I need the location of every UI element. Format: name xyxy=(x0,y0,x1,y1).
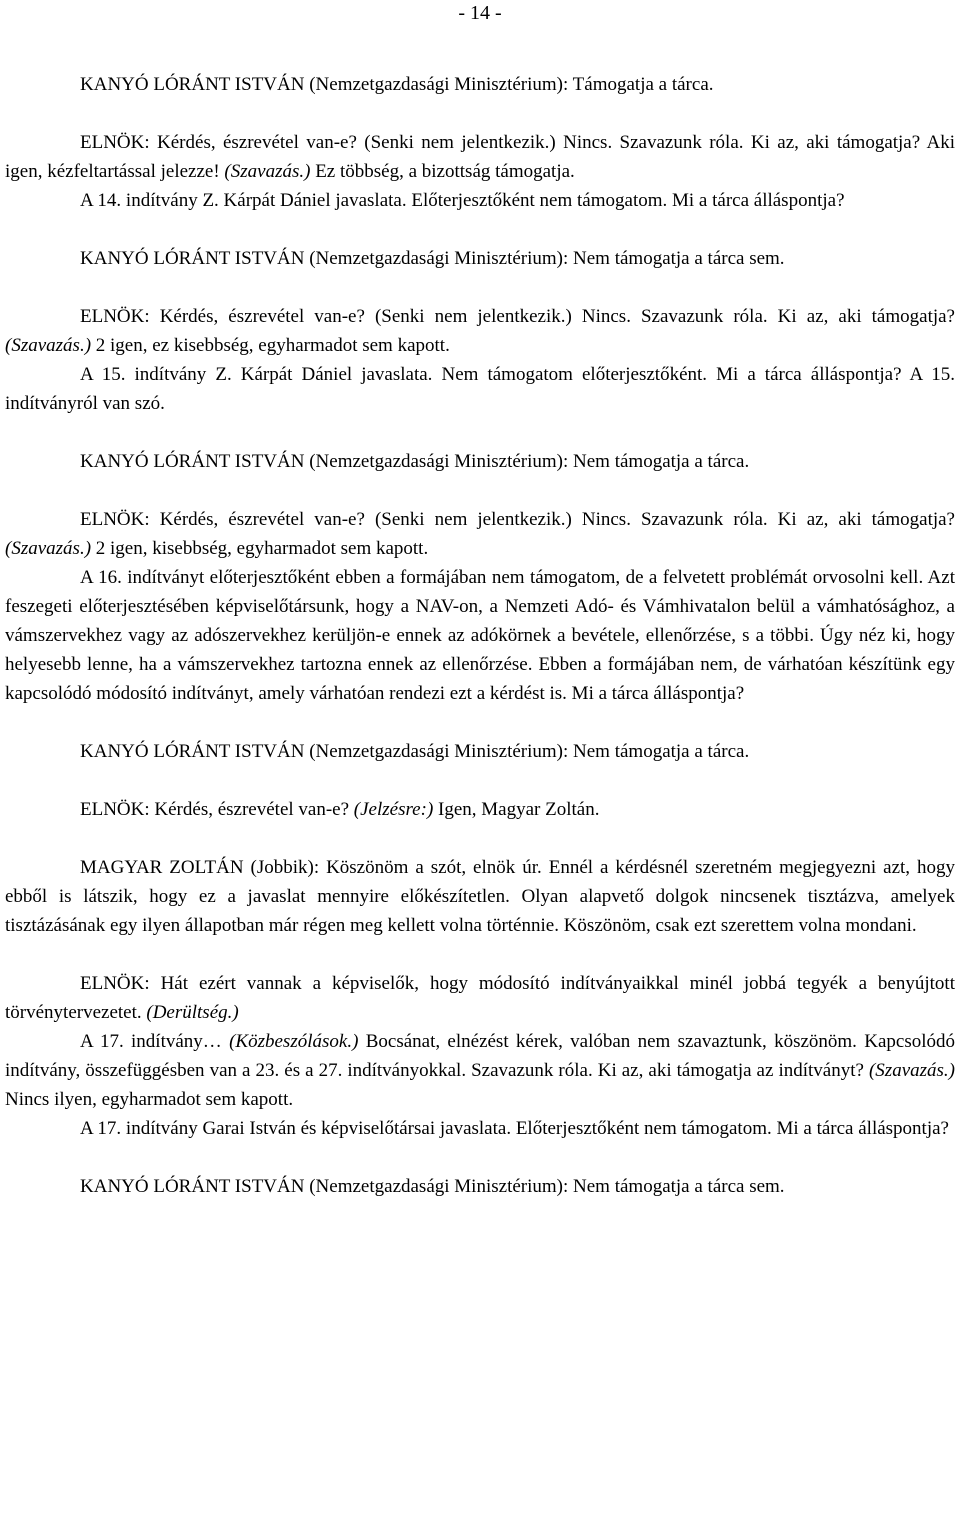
text-segment: ELNÖK: Kérdés, észrevétel van-e? (Senki nem jelentkezik.) Nincs. Szavazunk róla. Ki az, aki támogatja? Aki igen, kézfeltartással jelezze! xyxy=(5,132,955,182)
paragraph-spacer xyxy=(5,940,955,969)
text-segment: KANYÓ LÓRÁNT ISTVÁN (Nemzetgazdasági Minisztérium): Nem támogatja a tárca sem. xyxy=(80,1176,785,1197)
page-number: - 14 - xyxy=(458,2,502,24)
paragraph-spacer xyxy=(5,215,955,244)
document-body xyxy=(5,70,955,1201)
text-segment: KANYÓ LÓRÁNT ISTVÁN (Nemzetgazdasági Minisztérium): Támogatja a tárca. xyxy=(80,74,714,95)
paragraph-spacer xyxy=(5,1143,955,1172)
text-segment: MAGYAR ZOLTÁN (Jobbik): Köszönöm a szót, elnök úr. Ennél a kérdésnél szeretném megjegyezni azt, hogy ebből is látszik, hogy ez a javaslat mennyire előkészítetlen. Olyan alapvető dolgok nincsenek tisztázva, amelyek tisztázásának egy ilyen állapotban már régen meg kellett volna történnie. Köszönöm, csak ezt szerettem volna mondani. xyxy=(5,857,955,936)
text-segment: A 14. indítvány Z. Kárpát Dániel javaslata. Előterjesztőként nem támogatom. Mi a tárca álláspontja? xyxy=(80,190,845,211)
paragraph xyxy=(5,128,955,186)
paragraph-spacer xyxy=(5,766,955,795)
italic-remark: (Közbeszólások.) xyxy=(229,1031,359,1052)
paragraph-spacer xyxy=(5,418,955,447)
text-segment: A 15. indítvány Z. Kárpát Dániel javaslata. Nem támogatom előterjesztőként. Mi a tárca álláspontja? A 15. indítványról van szó. xyxy=(5,364,955,414)
text-segment: KANYÓ LÓRÁNT ISTVÁN (Nemzetgazdasági Minisztérium): Nem támogatja a tárca. xyxy=(80,451,750,472)
text-segment: ELNÖK: Kérdés, észrevétel van-e? (Senki nem jelentkezik.) Nincs. Szavazunk róla. Ki az, aki támogatja? xyxy=(80,306,955,327)
italic-remark: (Szavazás.) xyxy=(5,538,92,559)
paragraph xyxy=(5,70,955,99)
text-segment: ELNÖK: Kérdés, észrevétel van-e? xyxy=(80,799,354,820)
paragraph xyxy=(5,737,955,766)
paragraph xyxy=(5,1172,955,1201)
paragraph xyxy=(5,447,955,476)
text-segment: Igen, Magyar Zoltán. xyxy=(433,799,600,820)
paragraph xyxy=(5,563,955,708)
paragraph-spacer xyxy=(5,273,955,302)
text-segment: KANYÓ LÓRÁNT ISTVÁN (Nemzetgazdasági Minisztérium): Nem támogatja a tárca sem. xyxy=(80,248,785,269)
text-segment: 2 igen, kisebbség, egyharmadot sem kapott. xyxy=(91,538,429,559)
paragraph xyxy=(5,360,955,418)
paragraph xyxy=(5,1114,955,1143)
text-segment: Ez többség, a bizottság támogatja. xyxy=(310,161,575,182)
paragraph-spacer xyxy=(5,824,955,853)
paragraph xyxy=(5,853,955,940)
paragraph xyxy=(5,1027,955,1114)
text-segment: A 17. indítvány… xyxy=(80,1031,230,1052)
paragraph xyxy=(5,795,955,824)
paragraph-spacer xyxy=(5,99,955,128)
text-segment: KANYÓ LÓRÁNT ISTVÁN (Nemzetgazdasági Minisztérium): Nem támogatja a tárca. xyxy=(80,741,750,762)
text-segment: ELNÖK: Hát ezért vannak a képviselők, hogy módosító indítványaikkal minél jobbá tegyék a benyújtott törvénytervezetet. xyxy=(5,973,955,1023)
paragraph xyxy=(5,244,955,273)
text-segment: 2 igen, ez kisebbség, egyharmadot sem kapott. xyxy=(91,335,450,356)
italic-remark: (Szavazás.) xyxy=(224,161,311,182)
paragraph xyxy=(5,302,955,360)
paragraph xyxy=(5,186,955,215)
paragraph xyxy=(5,969,955,1027)
text-segment: Nincs ilyen, egyharmadot sem kapott. xyxy=(5,1089,294,1110)
paragraph-spacer xyxy=(5,476,955,505)
italic-remark: (Derültség.) xyxy=(146,1002,239,1023)
italic-remark: (Szavazás.) xyxy=(868,1060,955,1081)
text-segment: Bocsánat, elnézést kérek, valóban nem szavaztunk, köszönöm. Kapcsolódó indítvány, összefüggésben van a 23. és a 27. indítványokkal. Szavazunk róla. Ki az, aki támogatja az indítványt? xyxy=(5,1031,955,1081)
paragraph xyxy=(5,505,955,563)
paragraph-spacer xyxy=(5,708,955,737)
text-segment: ELNÖK: Kérdés, észrevétel van-e? (Senki nem jelentkezik.) Nincs. Szavazunk róla. Ki az, aki támogatja? xyxy=(80,509,955,530)
text-segment: A 17. indítvány Garai István és képviselőtársai javaslata. Előterjesztőként nem támogatom. Mi a tárca álláspontja? xyxy=(80,1118,949,1139)
text-segment: A 16. indítványt előterjesztőként ebben a formájában nem támogatom, de a felvetett problémát orvosolni kell. Azt feszegeti előterjesztésében képviselőtársunk, hogy a NAV-on, a Nemzeti Adó- és Vámhivatalon belül a vámhatósághoz, a vámszervekhez vagy az adószervekhez kerüljön-e ennek az adókörnek a bevétele, ellenőrzése, s a többi. Úgy néz ki, hogy helyesebb lenne, ha a vámszervekhez tartozna ennek az ellenőrzése. Ebben a formájában nem, de várhatóan készítünk egy kapcsolódó módosító indítványt, amely várhatóan rendezi ezt a kérdést is. Mi a tárca álláspontja? xyxy=(5,567,955,704)
italic-remark: (Jelzésre:) xyxy=(353,799,434,820)
italic-remark: (Szavazás.) xyxy=(5,335,92,356)
